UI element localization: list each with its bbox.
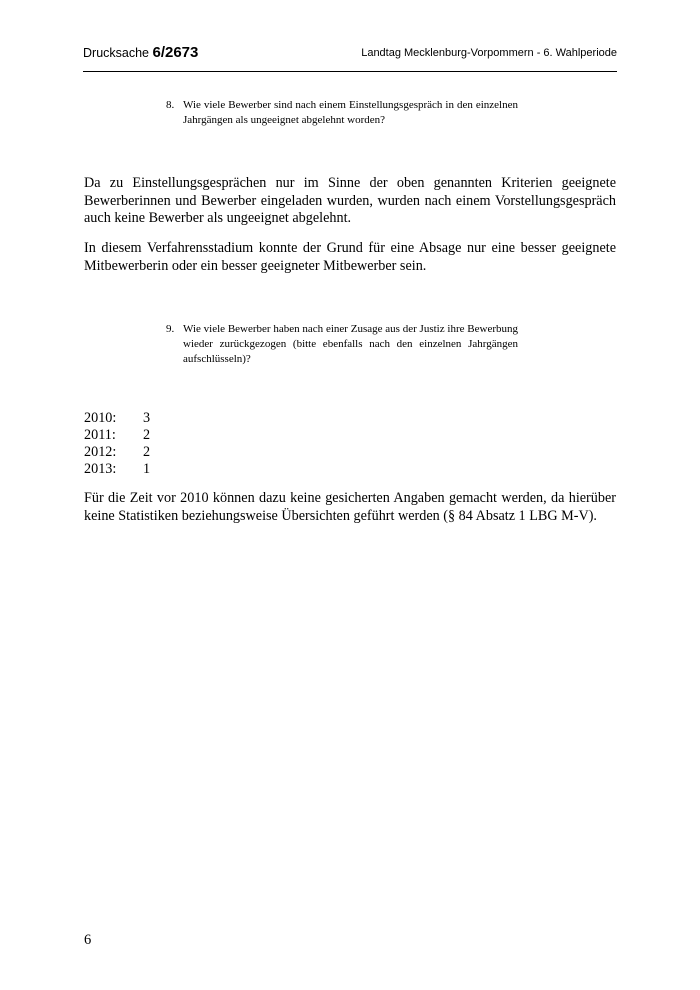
stat-value: 1 — [143, 461, 151, 477]
question-number: 8. — [166, 99, 175, 111]
stat-year: 2013: — [84, 461, 117, 477]
institution-name: Landtag Mecklenburg-Vorpommern - 6. Wahlperiode — [361, 47, 617, 59]
question-9 — [166, 322, 518, 367]
answer-8-paragraph-1: Da zu Einstellungsgesprächen nur im Sinne der oben genannten Kriterien geeignete Bewerberinnen und Bewerber eingeladen wurden, wurden nach einem Vorstellungsgespräch auch keine Bewerber als ungeeignet abgelehnt. — [84, 175, 616, 226]
question-text: Wie viele Bewerber sind nach einem Einstellungsgespräch in den einzelnen Jahrgängen als ungeeignet abgelehnt worden? — [183, 99, 518, 126]
document-number: 6/2673 — [152, 44, 199, 61]
answer-8-paragraph-2: In diesem Verfahrensstadium konnte der Grund für eine Absage nur eine besser geeignete Mitbewerberin oder ein besser geeigneter Mitbewerber sein. — [84, 240, 616, 274]
stat-value: 2 — [143, 427, 151, 443]
page-header — [83, 44, 617, 64]
stat-row — [84, 410, 184, 427]
question-8 — [166, 98, 518, 128]
document-label: Drucksache — [83, 46, 149, 60]
header-divider — [83, 71, 617, 72]
document-reference — [83, 44, 198, 61]
withdrawal-statistics — [84, 410, 184, 478]
question-number: 9. — [166, 323, 175, 335]
stat-year: 2011: — [84, 427, 116, 443]
page-number: 6 — [84, 932, 92, 948]
stat-value: 2 — [143, 444, 151, 460]
answer-9-paragraph: Für die Zeit vor 2010 können dazu keine gesicherten Angaben gemacht werden, da hierüber keine Statistiken beziehungsweise Übersichten geführt werden (§ 84 Absatz 1 LBG M-V). — [84, 490, 616, 524]
stat-year: 2010: — [84, 410, 117, 426]
stat-row — [84, 427, 184, 444]
stat-value: 3 — [143, 410, 151, 426]
question-text: Wie viele Bewerber haben nach einer Zusage aus der Justiz ihre Bewerbung wieder zurückgezogen (bitte ebenfalls nach den einzelnen Jahrgängen aufschlüsseln)? — [183, 323, 518, 365]
stat-year: 2012: — [84, 444, 117, 460]
stat-row — [84, 444, 184, 461]
stat-row — [84, 461, 184, 478]
